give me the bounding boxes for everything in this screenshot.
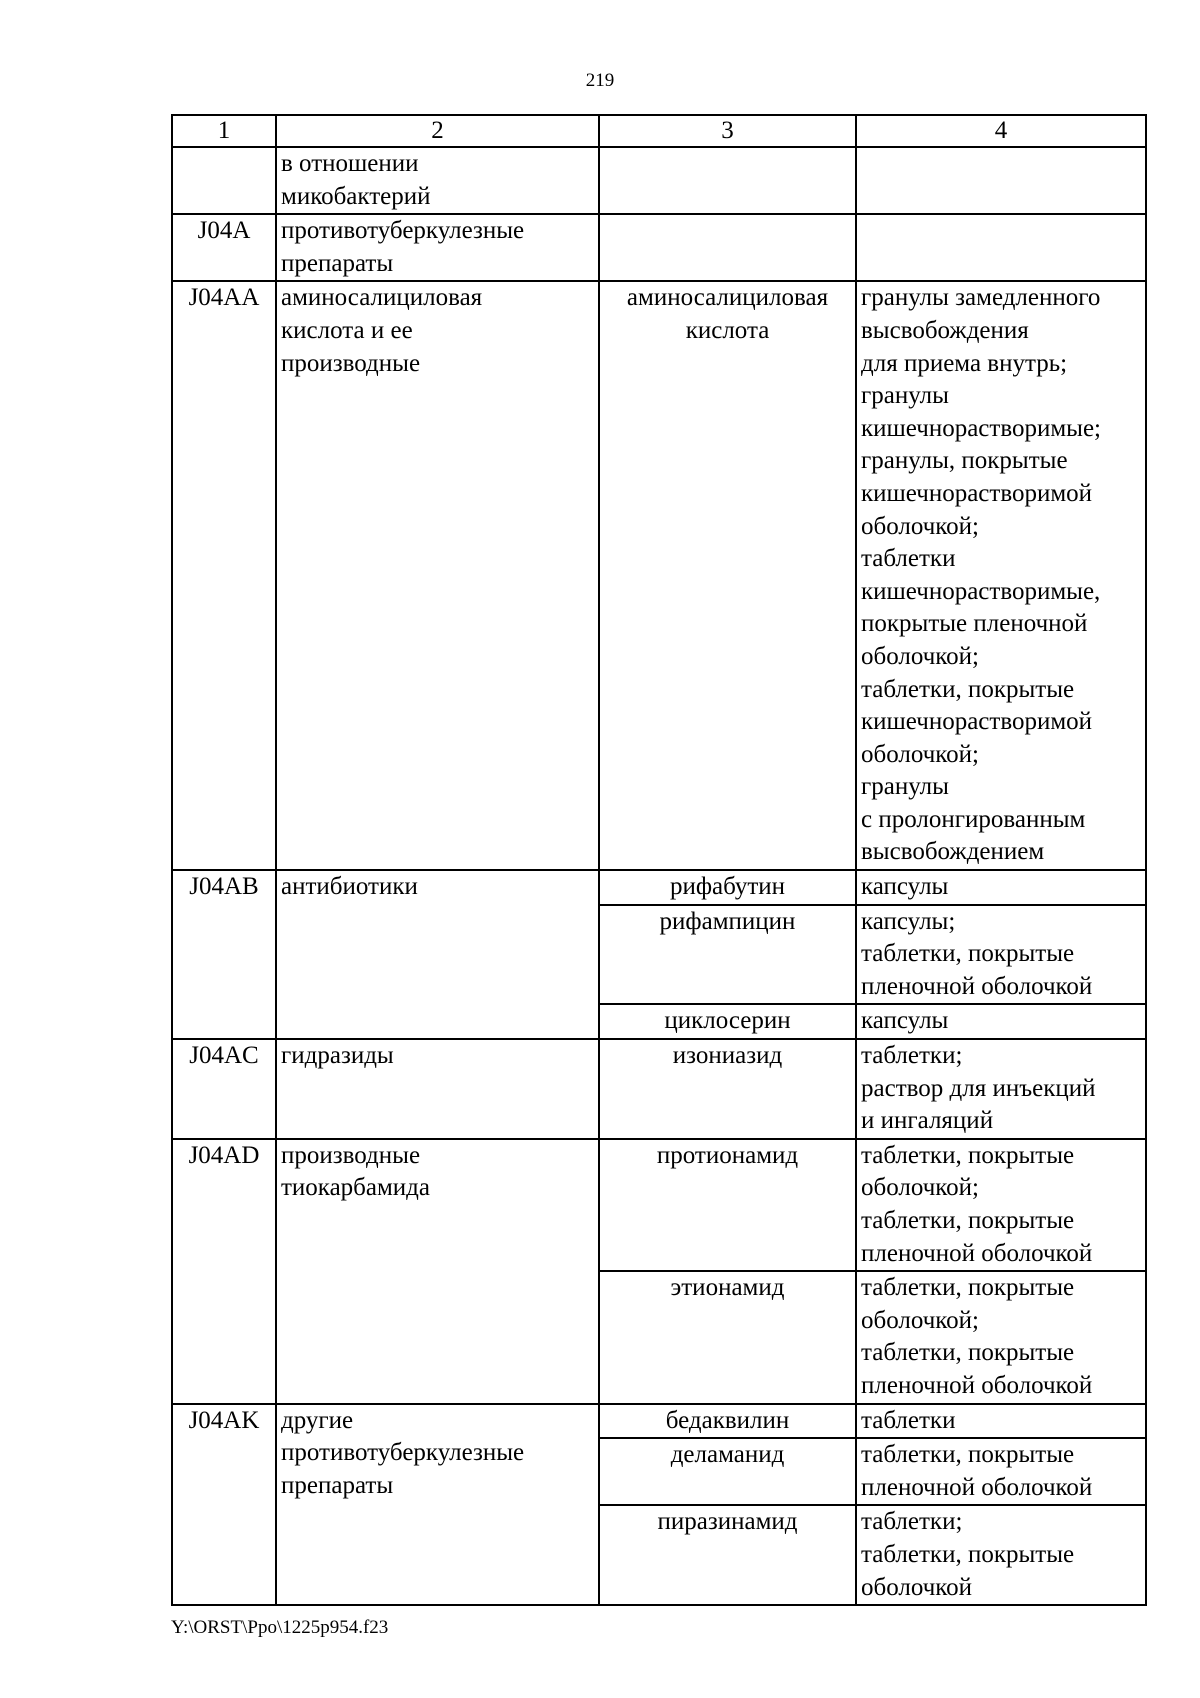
group-name-cell-line: аминосалициловая: [281, 284, 483, 312]
atc-code-cell: [172, 147, 276, 214]
group-name-cell-line: противотуберкулезные: [281, 1439, 525, 1467]
group-name-cell-line: антибиотики: [281, 873, 418, 901]
header-row: [172, 115, 1146, 147]
dosage-form-cell-line: таблетки, покрытые: [861, 675, 1075, 703]
table-row: [172, 147, 1146, 214]
group-name-cell-line: микобактерий: [281, 182, 431, 210]
group-name-cell-line: производные: [281, 1141, 421, 1169]
dosage-form-cell: [856, 1438, 1146, 1505]
drug-name-cell: [599, 214, 856, 281]
dosage-form-cell-line: таблетки: [861, 545, 956, 573]
dosage-form-cell-line: таблетки, покрытые: [861, 1141, 1075, 1169]
table-row: [172, 1039, 1146, 1139]
group-name-cell: [276, 1139, 599, 1404]
dosage-form-cell-line: пленочной оболочкой: [861, 1473, 1093, 1501]
dosage-form-cell-line: капсулы: [861, 873, 949, 901]
dosage-form-cell-line: оболочкой;: [861, 740, 979, 768]
atc-code-cell: J04AC: [172, 1039, 276, 1139]
drug-name-cell: этионамид: [599, 1271, 856, 1403]
drug-name-cell: пиразинамид: [599, 1505, 856, 1605]
dosage-form-cell-line: с пролонгированным: [861, 805, 1086, 833]
drug-name-cell-line: аминосалициловая: [626, 284, 829, 312]
atc-code-cell: J04A: [172, 214, 276, 281]
table-row: [172, 281, 1146, 870]
dosage-form-cell-line: гранулы: [861, 773, 949, 801]
dosage-form-cell-line: оболочкой: [861, 1573, 973, 1601]
dosage-form-cell-line: раствор для инъекций: [861, 1074, 1096, 1102]
group-name-cell-line: противотуберкулезные: [281, 217, 525, 245]
dosage-form-cell: [856, 905, 1146, 1005]
header-cell: 1: [172, 115, 276, 147]
group-name-cell: [276, 281, 599, 870]
dosage-form-cell: [856, 1039, 1146, 1139]
drug-name-cell: [599, 147, 856, 214]
dosage-form-cell-line: таблетки: [861, 1406, 956, 1434]
dosage-form-cell: [856, 147, 1146, 214]
file-path-footer: Y:\ORST\Ppo\1225p954.f23: [171, 1617, 389, 1638]
dosage-form-cell-line: таблетки, покрытые: [861, 940, 1075, 968]
group-name-cell-line: другие: [281, 1406, 354, 1434]
drug-name-cell: циклосерин: [599, 1004, 856, 1039]
dosage-form-cell: [856, 1139, 1146, 1271]
header-cell: 4: [856, 115, 1146, 147]
dosage-form-cell-line: таблетки;: [861, 1042, 963, 1070]
dosage-form-cell-line: кишечнорастворимой: [861, 479, 1093, 507]
atc-code-cell: J04AD: [172, 1139, 276, 1404]
dosage-form-cell-line: кишечнорастворимые,: [861, 577, 1101, 605]
atc-code-cell: J04AA: [172, 281, 276, 870]
dosage-form-cell-line: таблетки;: [861, 1508, 963, 1536]
group-name-cell: [276, 147, 599, 214]
group-name-cell: [276, 214, 599, 281]
table-row: [172, 1139, 1146, 1271]
dosage-form-cell-line: высвобождением: [861, 838, 1045, 866]
dosage-form-cell-line: и ингаляций: [861, 1107, 994, 1135]
dosage-form-cell-line: капсулы;: [861, 907, 956, 935]
drug-name-cell: [599, 281, 856, 870]
table-row: [172, 870, 1146, 905]
group-name-cell: [276, 870, 599, 1039]
drug-name-cell: рифампицин: [599, 905, 856, 1005]
dosage-form-cell: [856, 1271, 1146, 1403]
dosage-form-cell: [856, 1004, 1146, 1039]
group-name-cell-line: в отношении: [281, 150, 419, 177]
dosage-form-cell-line: гранулы: [861, 382, 949, 410]
dosage-form-cell-line: таблетки, покрытые: [861, 1540, 1075, 1568]
drug-name-cell-line: кислота: [685, 316, 770, 344]
dosage-form-cell-line: гранулы замедленного: [861, 284, 1101, 312]
drug-name-cell: рифабутин: [599, 870, 856, 905]
dosage-form-cell-line: таблетки, покрытые: [861, 1274, 1075, 1302]
dosage-form-cell-line: пленочной оболочкой: [861, 1371, 1093, 1399]
dosage-form-cell-line: пленочной оболочкой: [861, 1239, 1093, 1267]
dosage-form-cell: [856, 214, 1146, 281]
dosage-form-cell-line: оболочкой;: [861, 1306, 979, 1334]
dosage-form-cell-line: покрытые пленочной: [861, 610, 1088, 638]
dosage-form-cell-line: оболочкой;: [861, 1174, 979, 1202]
dosage-form-cell-line: высвобождения: [861, 316, 1029, 344]
dosage-form-cell: [856, 1404, 1146, 1439]
group-name-cell-line: гидразиды: [281, 1042, 394, 1070]
drug-name-cell: протионамид: [599, 1139, 856, 1271]
dosage-form-cell-line: пленочной оболочкой: [861, 972, 1093, 1000]
dosage-form-cell: [856, 281, 1146, 870]
dosage-form-cell: [856, 1505, 1146, 1605]
page-number: 219: [585, 70, 615, 91]
atc-code-cell: J04AB: [172, 870, 276, 1039]
dosage-form-cell-line: капсулы: [861, 1007, 949, 1035]
atc-code-cell: J04AK: [172, 1404, 276, 1606]
drug-name-cell: бедаквилин: [599, 1404, 856, 1439]
dosage-form-cell-line: кишечнорастворимые;: [861, 414, 1101, 442]
group-name-cell: [276, 1404, 599, 1606]
dosage-form-cell: [856, 870, 1146, 905]
dosage-form-cell-line: таблетки, покрытые: [861, 1339, 1075, 1367]
dosage-form-cell-line: кишечнорастворимой: [861, 708, 1093, 736]
group-name-cell-line: тиокарбамида: [281, 1174, 430, 1202]
drug-table: [171, 114, 1147, 1606]
table-row: [172, 214, 1146, 281]
dosage-form-cell-line: таблетки, покрытые: [861, 1207, 1075, 1234]
dosage-form-cell-line: таблетки, покрытые: [861, 1441, 1075, 1469]
dosage-form-cell-line: гранулы, покрытые: [861, 447, 1068, 475]
dosage-form-cell-line: для приема внутрь;: [861, 349, 1068, 377]
dosage-form-cell-line: оболочкой;: [861, 512, 979, 540]
group-name-cell: [276, 1039, 599, 1139]
group-name-cell-line: препараты: [281, 249, 394, 277]
drug-name-cell: изониазид: [599, 1039, 856, 1139]
drug-name-cell: деламанид: [599, 1438, 856, 1505]
header-cell: 2: [276, 115, 599, 147]
table-row: [172, 1404, 1146, 1439]
group-name-cell-line: кислота и ее: [281, 316, 413, 344]
group-name-cell-line: препараты: [281, 1471, 394, 1499]
group-name-cell-line: производные: [281, 349, 421, 377]
dosage-form-cell-line: оболочкой;: [861, 642, 979, 670]
header-cell: 3: [599, 115, 856, 147]
